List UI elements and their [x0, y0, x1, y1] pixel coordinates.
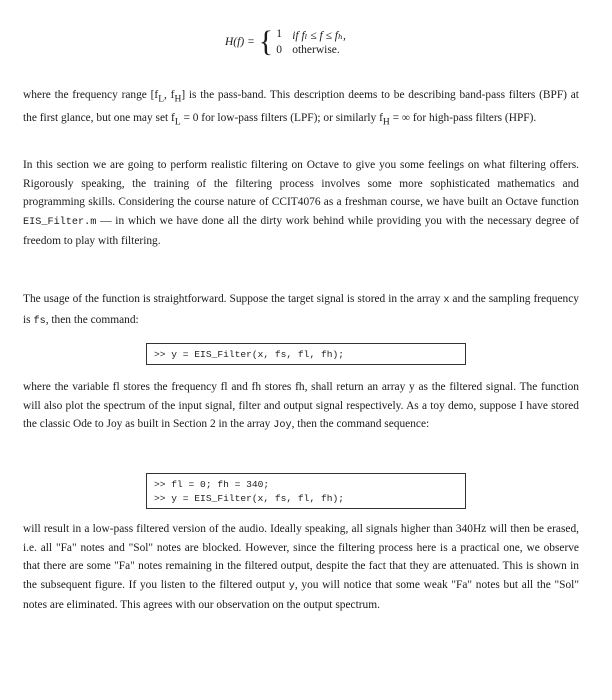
equation-case-2	[276, 44, 346, 56]
case-1-condition: if fₗ ≤ f ≤ fₕ,	[292, 30, 346, 42]
p1-text-2: , f	[164, 89, 175, 101]
paragraph-variables	[23, 378, 579, 436]
p1-text-5: = ∞ for high-pass filters (HPF).	[389, 111, 537, 124]
p5-text-1: will result in a low-pass filtered version of the audio. Ideally speaking, all signals higher than 340Hz will then be erased, i.e. all "Fa" notes and "Sol" notes are blocked. However, since the filtering process here is a practical one, we observe that there are some "Fa" notes remaining in the filtered output, despite the fact that they are attenuated. This is shown in the subsequent figure. If you listen to the filtered output	[23, 523, 579, 591]
p1-sub-h2: H	[382, 117, 390, 128]
p3-code-x: x	[443, 295, 450, 306]
p3-code-fs: fs	[33, 315, 46, 327]
code-line: >> fl = 0; fh = 340;	[154, 479, 270, 490]
case-1-value: 1	[276, 28, 282, 40]
paragraph-result	[23, 520, 579, 615]
p3-text-1: The usage of the function is straightforward. Suppose the target signal is stored in the array	[23, 293, 444, 305]
paragraph-usage	[23, 290, 579, 331]
equation-lhs: H(f) =	[225, 36, 255, 48]
p2-text-1: In this section we are going to perform realistic filtering on Octave to give you some feelings on what filtering offers. Rigorously speaking, the training of the filtering process involves some more sophisticated mathematics and programming skills. Considering the course nature of CCIT4076 as a freshman course, we have built an Octave function	[23, 159, 579, 209]
p2-text-2: — in which we have done all the dirty work behind while providing you with the necessary degree of freedom to play with filtering.	[23, 214, 579, 248]
code-block-2	[146, 473, 466, 509]
code-line: >> y = EIS_Filter(x, fs, fl, fh);	[154, 493, 344, 504]
filter-equation	[225, 27, 346, 57]
p3-text-2: and the sampling frequency is	[23, 293, 579, 326]
p4-code-joy: Joy	[273, 420, 292, 432]
p1-sub-l2: L	[174, 117, 181, 128]
p5-text-2: , you will notice that some weak "Fa" notes but all the "Sol" notes are eliminated. This agrees with our observation on the output spectrum.	[23, 578, 579, 612]
p4-text-1: where the variable fl stores the frequency fl and fh stores fh, shall return an array y as the filtered signal. The function will also plot the spectrum of the input signal, filter and output signal respectively. As a toy demo, suppose I have stored the classic Ode to Joy as built in Section 2 in the array	[23, 381, 579, 431]
case-2-value: 0	[276, 44, 282, 56]
paragraph-octave-intro	[23, 156, 579, 251]
equation-case-1	[276, 28, 346, 42]
p1-text-4: = 0 for low-pass filters (LPF); or similarly f	[180, 111, 383, 124]
p3-text-3: , then the command:	[45, 313, 139, 326]
code-line: >> y = EIS_Filter(x, fs, fl, fh);	[154, 349, 344, 360]
case-2-condition: otherwise.	[292, 44, 340, 56]
p1-sub-h: H	[174, 94, 182, 105]
p1-text-1: where the frequency range [f	[23, 89, 159, 101]
equation-cases	[276, 28, 346, 56]
p4-text-2: , then the command sequence:	[291, 418, 430, 431]
p2-code-function-name: EIS_Filter.m	[23, 216, 97, 228]
equation-brace: {	[258, 25, 274, 58]
code-block-1	[146, 343, 466, 365]
p5-code-y: y	[288, 580, 295, 592]
p1-text-3: ] is the pass-band. This description deems to be describing band-pass filters (BPF) at the first glance, but one may set f	[23, 89, 579, 124]
paragraph-passband	[23, 86, 579, 132]
p1-sub-l: L	[158, 94, 165, 105]
